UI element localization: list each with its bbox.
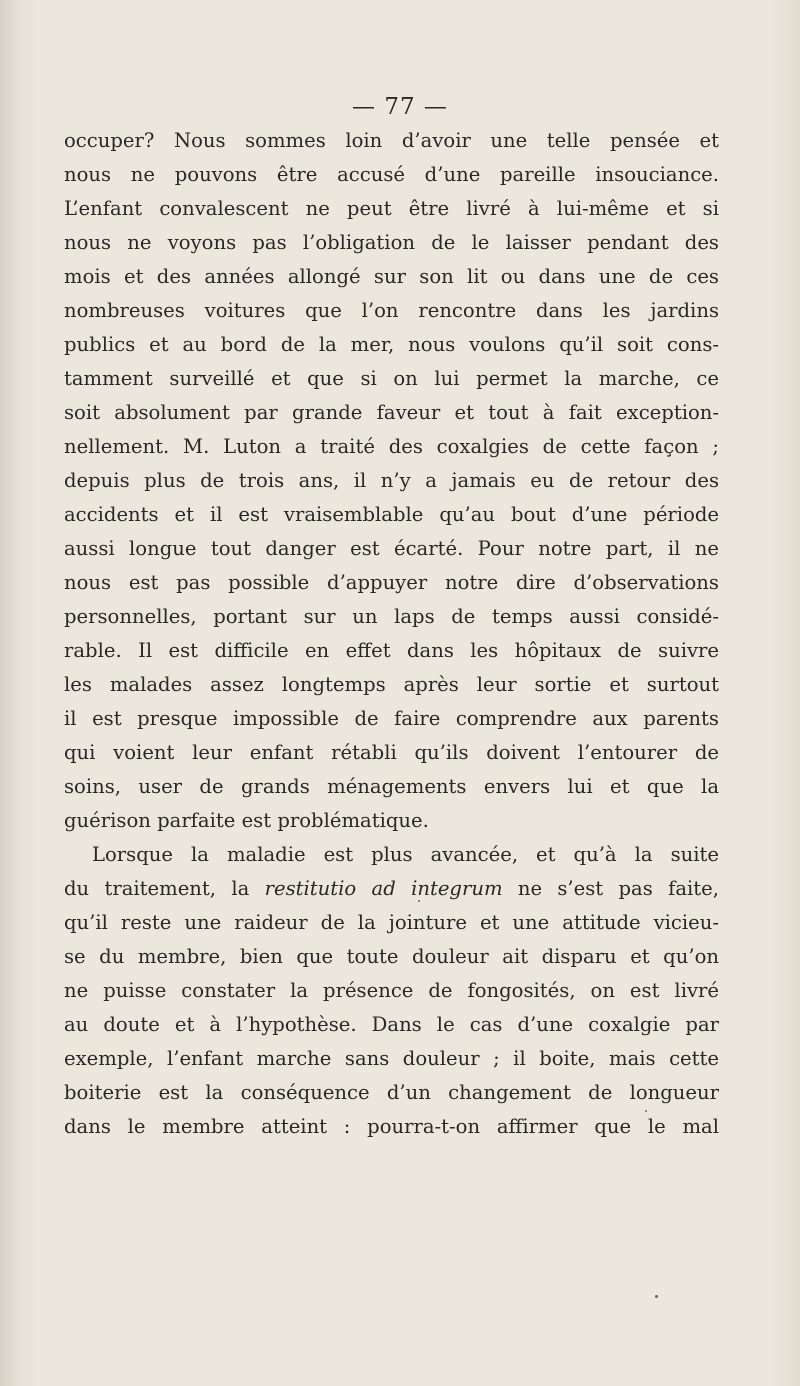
text-line-paragraph-end: guérison parfaite est problématique. (64, 809, 429, 832)
text-line: qu’il reste une raideur de la jointure et une attitude vicieu- (64, 911, 719, 934)
text-line: occuper? Nous sommes loin d’avoir une telle pensée et (64, 129, 719, 152)
text-line: L’enfant convalescent ne peut être livré à lui-même et si (64, 197, 719, 220)
text-line: nombreuses voitures que l’on rencontre dans les jardins (64, 299, 719, 322)
text-line: qui voient leur enfant rétabli qu’ils doivent l’entourer de (64, 741, 719, 764)
text-line: au doute et à l’hypothèse. Dans le cas d’une coxalgie par (64, 1013, 719, 1036)
italic-latin-phrase: restitutio ad integrum (264, 877, 503, 900)
paper-speck (655, 1295, 658, 1298)
text-fragment: ne s’est pas faite, (502, 877, 719, 900)
text-line: soins, user de grands ménagements envers lui et que la (64, 775, 719, 798)
paper-speck (645, 1110, 647, 1112)
text-line: accidents et il est vraisemblable qu’au bout d’une période (64, 503, 719, 526)
text-line: nous est pas possible d’appuyer notre dire d’observations (64, 571, 719, 594)
text-line: rable. Il est difficile en effet dans les hôpitaux de suivre (64, 639, 719, 662)
text-line: nous ne pouvons être accusé d’une pareille insouciance. (64, 163, 719, 186)
text-line: aussi longue tout danger est écarté. Pour notre part, il ne (64, 537, 719, 560)
text-line: publics et au bord de la mer, nous voulons qu’il soit cons- (64, 333, 719, 356)
paper-speck (418, 900, 420, 902)
text-line: soit absolument par grande faveur et tout à fait exception- (64, 401, 719, 424)
text-line: boiterie est la conséquence d’un changement de longueur (64, 1081, 719, 1104)
text-line: il est presque impossible de faire comprendre aux parents (64, 707, 719, 730)
text-line: exemple, l’enfant marche sans douleur ; il boite, mais cette (64, 1047, 719, 1070)
text-line-paragraph-start: Lorsque la maladie est plus avancée, et qu’à la suite (92, 843, 719, 866)
text-line: dans le membre atteint : pourra-t-on affirmer que le mal (64, 1115, 719, 1138)
text-line: depuis plus de trois ans, il n’y a jamais eu de retour des (64, 469, 719, 492)
text-line: tamment surveillé et que si on lui permet la marche, ce (64, 367, 719, 390)
text-line: personnelles, portant sur un laps de temps aussi considé- (64, 605, 719, 628)
text-line: nous ne voyons pas l’obligation de le laisser pendant des (64, 231, 719, 254)
page-number-header: — 77 — (352, 94, 448, 120)
text-line: ne puisse constater la présence de fongosités, on est livré (64, 979, 719, 1002)
text-line: se du membre, bien que toute douleur ait disparu et qu’on (64, 945, 719, 968)
text-line: les malades assez longtemps après leur sortie et surtout (64, 673, 719, 696)
text-line: nellement. M. Luton a traité des coxalgies de cette façon ; (64, 435, 719, 458)
text-line-with-italic (64, 872, 719, 906)
text-line: mois et des années allongé sur son lit ou dans une de ces (64, 265, 719, 288)
body-text (64, 124, 719, 1144)
text-fragment: du traitement, la (64, 877, 265, 900)
